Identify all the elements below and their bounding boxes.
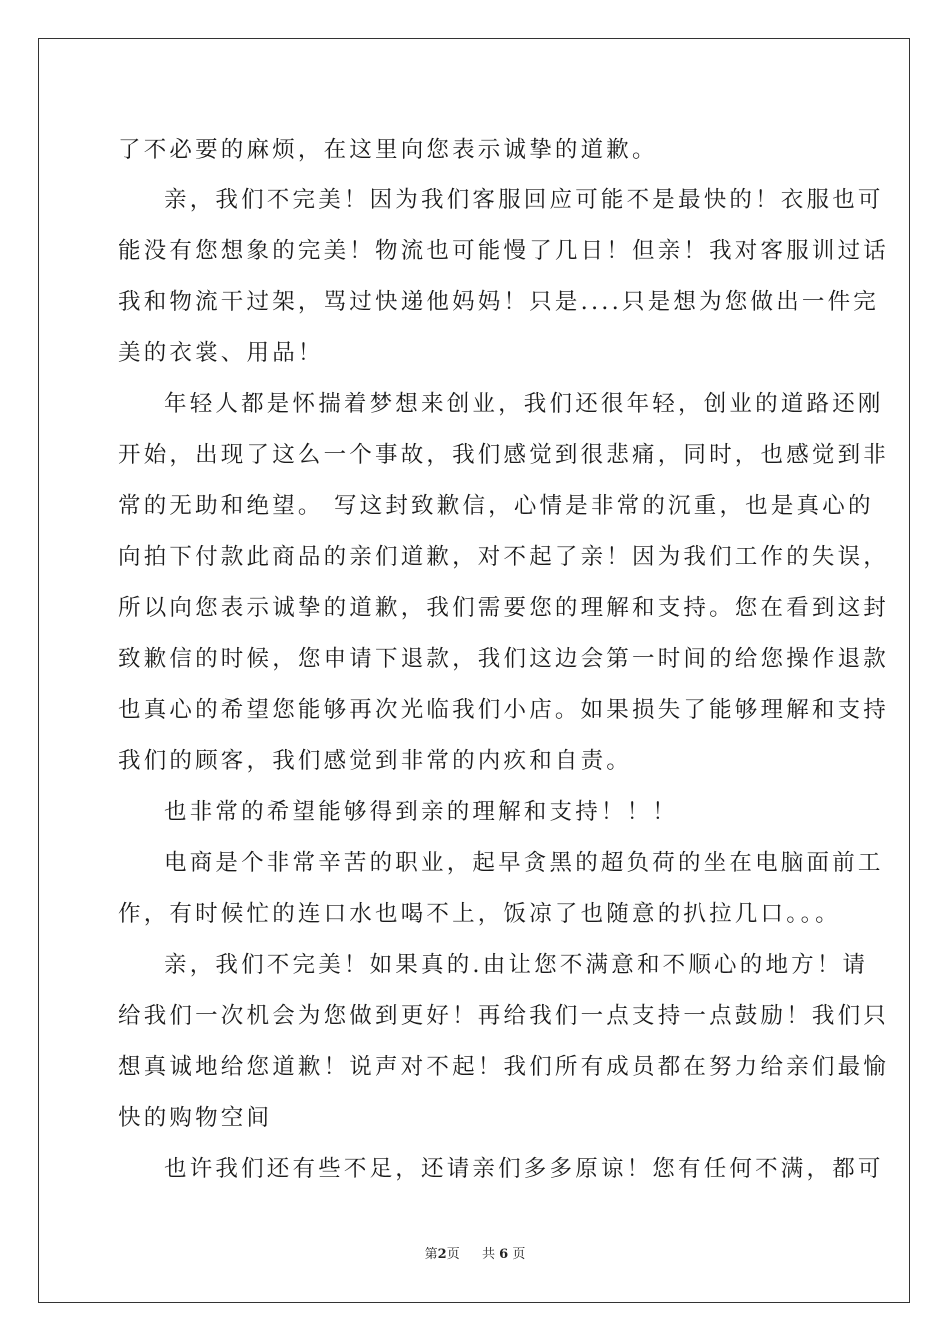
text-line: 亲，我们不完美！因为我们客服回应可能不是最快的！衣服也可 xyxy=(164,187,884,213)
text-line: 所以向您表示诚挚的道歉，我们需要您的理解和支持。您在看到这封 xyxy=(118,595,890,621)
text-line: 作，有时候忙的连口水也喝不上，饭凉了也随意的扒拉几口。。。 xyxy=(118,901,841,927)
page-number-label: 第2页 xyxy=(424,1247,460,1262)
text-line: 开始，出现了这么一个事故，我们感觉到很悲痛，同时，也感觉到非 xyxy=(118,442,890,468)
text-line: 美的衣裳、用品！ xyxy=(118,340,324,366)
total-page-number: 6 xyxy=(499,1247,509,1262)
text-line: 也非常的希望能够得到亲的理解和支持！！！ xyxy=(164,799,679,825)
text-line: 快的购物空间 xyxy=(118,1105,273,1131)
text-line: 电商是个非常辛苦的职业，起早贪黑的超负荷的坐在电脑面前工 xyxy=(164,850,884,876)
text-line: 给我们一次机会为您做到更好！再给我们一点支持一点鼓励！我们只 xyxy=(118,1003,890,1029)
text-line: 我们的顾客，我们感觉到非常的内疚和自责。 xyxy=(118,748,633,774)
text-line: 能没有您想象的完美！物流也可能慢了几日！但亲！我对客服训过话 xyxy=(118,238,890,264)
text-line: 亲，我们不完美！如果真的.由让您不满意和不顺心的地方！请 xyxy=(164,952,869,978)
text-line: 常的无助和绝望。 写这封致歉信，心情是非常的沉重，也是真心的 xyxy=(118,493,874,519)
text-line: 向拍下付款此商品的亲们道歉，对不起了亲！因为我们工作的失误， xyxy=(118,544,890,570)
text-line: 了不必要的麻烦，在这里向您表示诚挚的道歉。 xyxy=(118,137,658,163)
text-line: 也许我们还有些不足，还请亲们多多原谅！您有任何不满，都可 xyxy=(164,1156,884,1182)
text-line: 我和物流干过架，骂过快递他妈妈！只是....只是想为您做出一件完 xyxy=(118,289,880,315)
current-page-number: 2 xyxy=(437,1247,447,1262)
text-line: 想真诚地给您道歉！说声对不起！我们所有成员都在努力给亲们最愉 xyxy=(118,1054,890,1080)
text-line: 致歉信的时候，您申请下退款，我们这边会第一时间的给您操作退款 xyxy=(118,646,890,672)
page-footer xyxy=(0,1246,950,1264)
text-line: 也真心的希望您能够再次光临我们小店。如果损失了能够理解和支持 xyxy=(118,697,890,723)
text-line: 年轻人都是怀揣着梦想来创业，我们还很年轻，创业的道路还刚 xyxy=(164,391,884,417)
total-pages-label: 共 6 页 xyxy=(482,1247,526,1262)
